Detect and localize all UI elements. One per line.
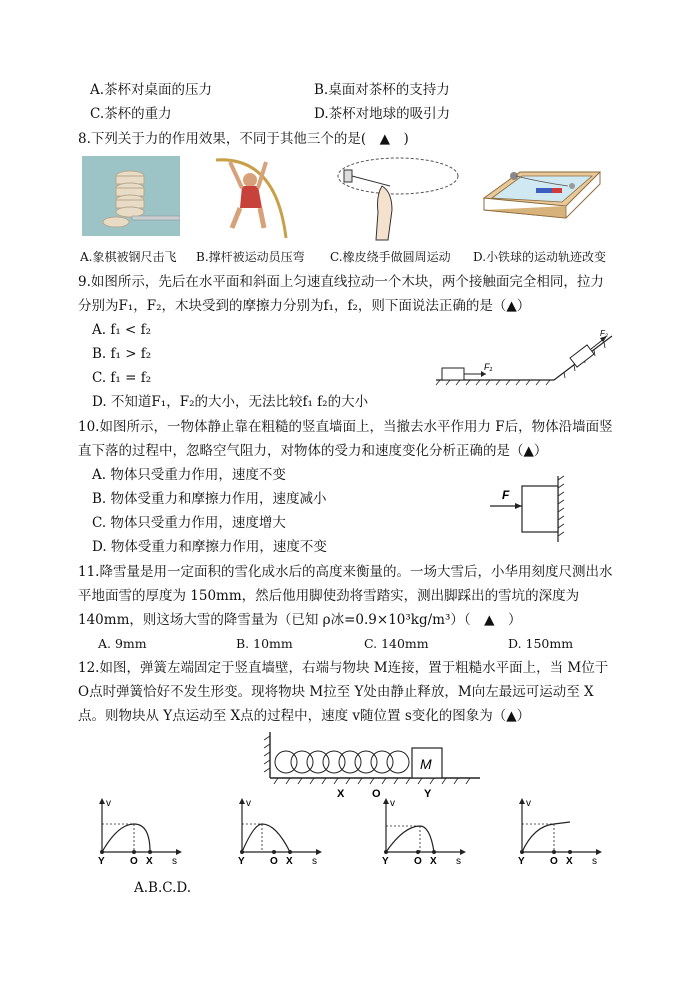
graph-d-y-label: Y	[518, 856, 525, 866]
q10-option-c: C. 物体只受重力作用，速度增大	[92, 515, 286, 531]
q12-fig-label-x: X	[337, 788, 345, 800]
graph-b-s-label: s	[312, 856, 317, 866]
graph-c-o-label: O	[414, 856, 422, 866]
q8-image-pole-vault	[206, 152, 294, 240]
q12-fig-label-o: O	[372, 788, 381, 800]
q8-image-iron-ball	[480, 158, 602, 238]
q7-option-b: B.桌面对茶杯的支持力	[314, 82, 450, 98]
eraser-circular-motion-illustration	[336, 152, 462, 244]
graph-a-y-label: Y	[98, 856, 105, 866]
graph-a-o-label: O	[130, 856, 138, 866]
graph-d-v-label: v	[526, 798, 531, 809]
q8-option-c: C.橡皮绕手做圆周运动	[330, 250, 451, 264]
q11-option-c: C. 140mm	[364, 636, 429, 651]
q12-options-labels: A.B.C.D.	[134, 880, 192, 896]
graph-d-s-label: s	[592, 856, 597, 866]
q10-fig-label-f: F	[502, 488, 510, 502]
q10-stem-line2: 直下落的过程中，忽略空气阻力，对物体的受力和速度变化分析正确的是（▲）	[78, 443, 548, 459]
q8-option-a: A.象棋被钢尺击飞	[80, 250, 177, 264]
q9-stem-line1: 9.如图所示，先后在水平面和斜面上匀速直线拉动一个木块，两个接触面完全相同，拉力	[78, 274, 604, 290]
graph-b-y-label: Y	[238, 856, 245, 866]
velocity-position-graph-c	[376, 794, 470, 866]
block-on-wall-diagram	[486, 474, 578, 544]
graph-a-v-label: v	[106, 798, 111, 809]
q8-image-eraser-circle	[336, 152, 462, 244]
q9-option-c: C. f₁ = f₂	[92, 370, 152, 386]
q10-stem-line1: 10.如图所示，一物体静止靠在粗糙的竖直墙面上，当撤去水平作用力 F后，物体沿墙面竖	[78, 419, 613, 435]
graph-a-s-label: s	[172, 856, 177, 866]
q9-stem-line2: 分别为F₁，F₂，木块受到的摩擦力分别为f₁，f₂，则下面说法正确的是（▲）	[78, 298, 531, 314]
q12-fig-label-m: M	[420, 756, 432, 772]
q9-option-d: D. 不知道F₁，F₂的大小，无法比较f₁ f₂的大小	[92, 394, 369, 410]
q10-option-a: A. 物体只受重力作用，速度不变	[92, 467, 286, 483]
q12-graph-a	[92, 794, 186, 866]
q11-option-d: D. 150mm	[508, 636, 574, 651]
graph-a-x-label: X	[146, 856, 153, 866]
graph-c-v-label: v	[390, 798, 395, 809]
velocity-position-graph-d	[512, 794, 606, 866]
q12-stem-line2: O点时弹簧恰好不发生形变。现将物块 M拉至 Y处由静止释放，M向左最远可运动至 X	[78, 684, 594, 700]
q8-image-chess	[82, 156, 180, 236]
iron-ball-magnet-illustration	[480, 158, 602, 238]
q9-fig-label-f2: F₂	[600, 330, 608, 338]
chess-stack-illustration	[82, 156, 180, 236]
pole-vault-illustration	[206, 152, 294, 240]
q8-stem: 8.下列关于力的作用效果，不同于其他三个的是( ▲ )	[78, 131, 409, 147]
graph-d-o-label: O	[550, 856, 558, 866]
q11-stem-line2: 平地面雪的厚度为 150mm，然后他用脚使劲将雪踏实，测出脚踩出的雪坑的深度为	[78, 588, 580, 604]
q7-option-c: C.茶杯的重力	[90, 106, 172, 122]
velocity-position-graph-b	[232, 794, 326, 866]
q7-option-d: D.茶杯对地球的吸引力	[314, 106, 451, 122]
q11-option-a: A. 9mm	[98, 636, 147, 651]
q9-fig-label-f1: F₁	[484, 362, 493, 372]
spring-block-diagram	[262, 730, 484, 802]
graph-c-s-label: s	[456, 856, 461, 866]
q9-figure	[432, 330, 616, 386]
q10-option-b: B. 物体受重力和摩擦力作用，速度减小	[92, 491, 327, 507]
graph-c-y-label: Y	[382, 856, 389, 866]
q10-figure	[486, 474, 578, 544]
q11-stem-line3: 140mm，则这场大雪的降雪量为（已知 ρ冰=0.9×10³kg/m³）（ ▲ ）	[78, 612, 522, 628]
q8-option-d: D.小铁球的运动轨迹改变	[473, 250, 607, 264]
q12-fig-label-y: Y	[424, 788, 432, 800]
q12-graph-b	[232, 794, 326, 866]
graph-b-x-label: X	[286, 856, 293, 866]
q8-option-b: B.撑杆被运动员压弯	[196, 250, 305, 264]
q12-graph-d	[512, 794, 606, 866]
graph-b-v-label: v	[246, 798, 251, 809]
velocity-position-graph-a	[92, 794, 186, 866]
q12-stem-line3: 点。则物块从 Y点运动至 X点的过程中，速度 v随位置 s变化的图象为（▲）	[78, 708, 531, 724]
q12-spring-figure	[262, 730, 484, 802]
q12-graph-c	[376, 794, 470, 866]
block-plane-incline-diagram	[432, 330, 616, 386]
graph-d-x-label: X	[566, 856, 573, 866]
q7-option-a: A.茶杯对桌面的压力	[90, 82, 213, 98]
q12-stem-line1: 12.如图，弹簧左端固定于竖直墙壁，右端与物块 M连接，置于粗糙水平面上，当 M位于	[78, 660, 609, 676]
graph-b-o-label: O	[270, 856, 278, 866]
q9-option-b: B. f₁ > f₂	[92, 346, 152, 362]
graph-c-x-label: X	[430, 856, 437, 866]
q11-stem-line1: 11.降雪量是用一定面积的雪化成水后的高度来衡量的。一场大雪后，小华用刻度尺测出水	[78, 564, 613, 580]
q10-option-d: D. 物体受重力和摩擦力作用，速度不变	[92, 539, 327, 555]
q9-option-a: A. f₁ < f₂	[92, 322, 152, 338]
q11-option-b: B. 10mm	[236, 636, 293, 651]
